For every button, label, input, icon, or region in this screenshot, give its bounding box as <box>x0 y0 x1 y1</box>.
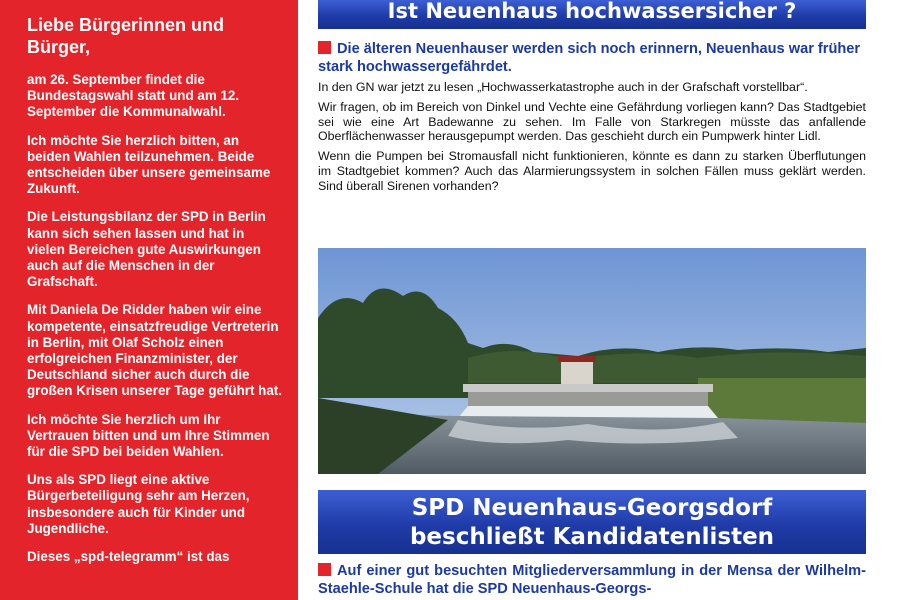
pump-house <box>561 360 593 388</box>
article1-paragraph: Wir fragen, ob im Bereich von Dinkel und Vechte eine Gefährdung vorliegen kann? Das Stadtgebiet sei wie eine Art Badewanne zu sehen. Im Falle von Starkregen müsste das anfallende Oberflächenwasser herausgepumpt werden. Das geschieht durch ein Pumpwerk hinter Lidl. <box>318 99 866 144</box>
bullet-square-icon <box>318 563 331 576</box>
weir-wall <box>468 392 708 406</box>
article2-headline-line2: beschließt Kandidatenlisten <box>409 524 775 550</box>
article2-lead <box>318 562 866 598</box>
article1-paragraph: Wenn die Pumpen bei Stromausfall nicht funktionieren, könnte es dann zu starken Überflutungen im Stadtgebiet kommen? Auch das Alarmierungssystem in solchen Fällen muss geklärt werden. Sind überall Sirenen vorhanden? <box>318 149 866 193</box>
meadow <box>698 378 866 423</box>
article2-headline <box>318 490 866 554</box>
editorial-paragraph: Die Leistungsbilanz der SPD in Berlin kann sich sehen lassen und hat in vielen Bereichen gute Auswirkungen auch auf die Menschen in der Grafschaft. <box>27 209 266 290</box>
greeting-heading: Liebe Bürgerinnen und Bürger, <box>27 15 225 57</box>
bullet-square-icon <box>318 41 331 54</box>
weir-photo <box>318 248 866 474</box>
article1-paragraph: In den GN war jetzt zu lesen „Hochwasserkatastrophe auch in der Grafschaft vorstellbar“. <box>318 80 808 94</box>
article2-lead-text: Auf einer gut besuchten Mitgliederversammlung in der Mensa der Wilhelm-Staehle-Schule hat die SPD Neuenhaus-Georgs- <box>318 563 866 597</box>
article2-headline-line1: SPD Neuenhaus-Georgsdorf <box>411 495 773 521</box>
editorial-column <box>0 0 298 600</box>
editorial-paragraph: Dieses „spd-telegramm“ ist das <box>27 549 230 565</box>
article1-lead-text: Die älteren Neuenhauser werden sich noch erinnern, Neuenhaus war früher stark hochwassergefährdet. <box>318 41 861 75</box>
editorial-paragraph: Uns als SPD liegt eine aktive Bürgerbeteiligung sehr am Herzen, insbesondere auch für Kinder und Jugendliche. <box>27 472 250 536</box>
weir-bridge <box>463 384 713 392</box>
article1-lead <box>318 40 866 76</box>
editorial-paragraph: Ich möchte Sie herzlich bitten, an beiden Wahlen teilzunehmen. Beide entscheiden über unsere gemeinsame Zukunft. <box>27 132 271 197</box>
article1-body <box>318 80 866 199</box>
weir-cascade <box>458 406 718 418</box>
weir-photo-illustration <box>318 248 866 474</box>
pump-house-roof <box>558 356 596 362</box>
editorial-paragraph: Mit Daniela De Ridder haben wir eine kompetente, einsatzfreudige Vertreterin in Berlin, mit Olaf Scholz einen erfolgreichen Finanzminister, der Deutschland sicher auch durch die großen Krisen unserer Tage geführt hat. <box>27 302 282 399</box>
editorial-paragraph: Ich möchte Sie herzlich um Ihr Vertrauen bitten und um Ihre Stimmen für die SPD bei beiden Wahlen. <box>27 411 270 460</box>
article1-headline: Ist Neuenhaus hochwassersicher ? <box>318 0 866 29</box>
editorial-paragraph: am 26. September findet die Bundestagswahl statt und am 12. September die Kommunalwahl. <box>27 72 240 120</box>
